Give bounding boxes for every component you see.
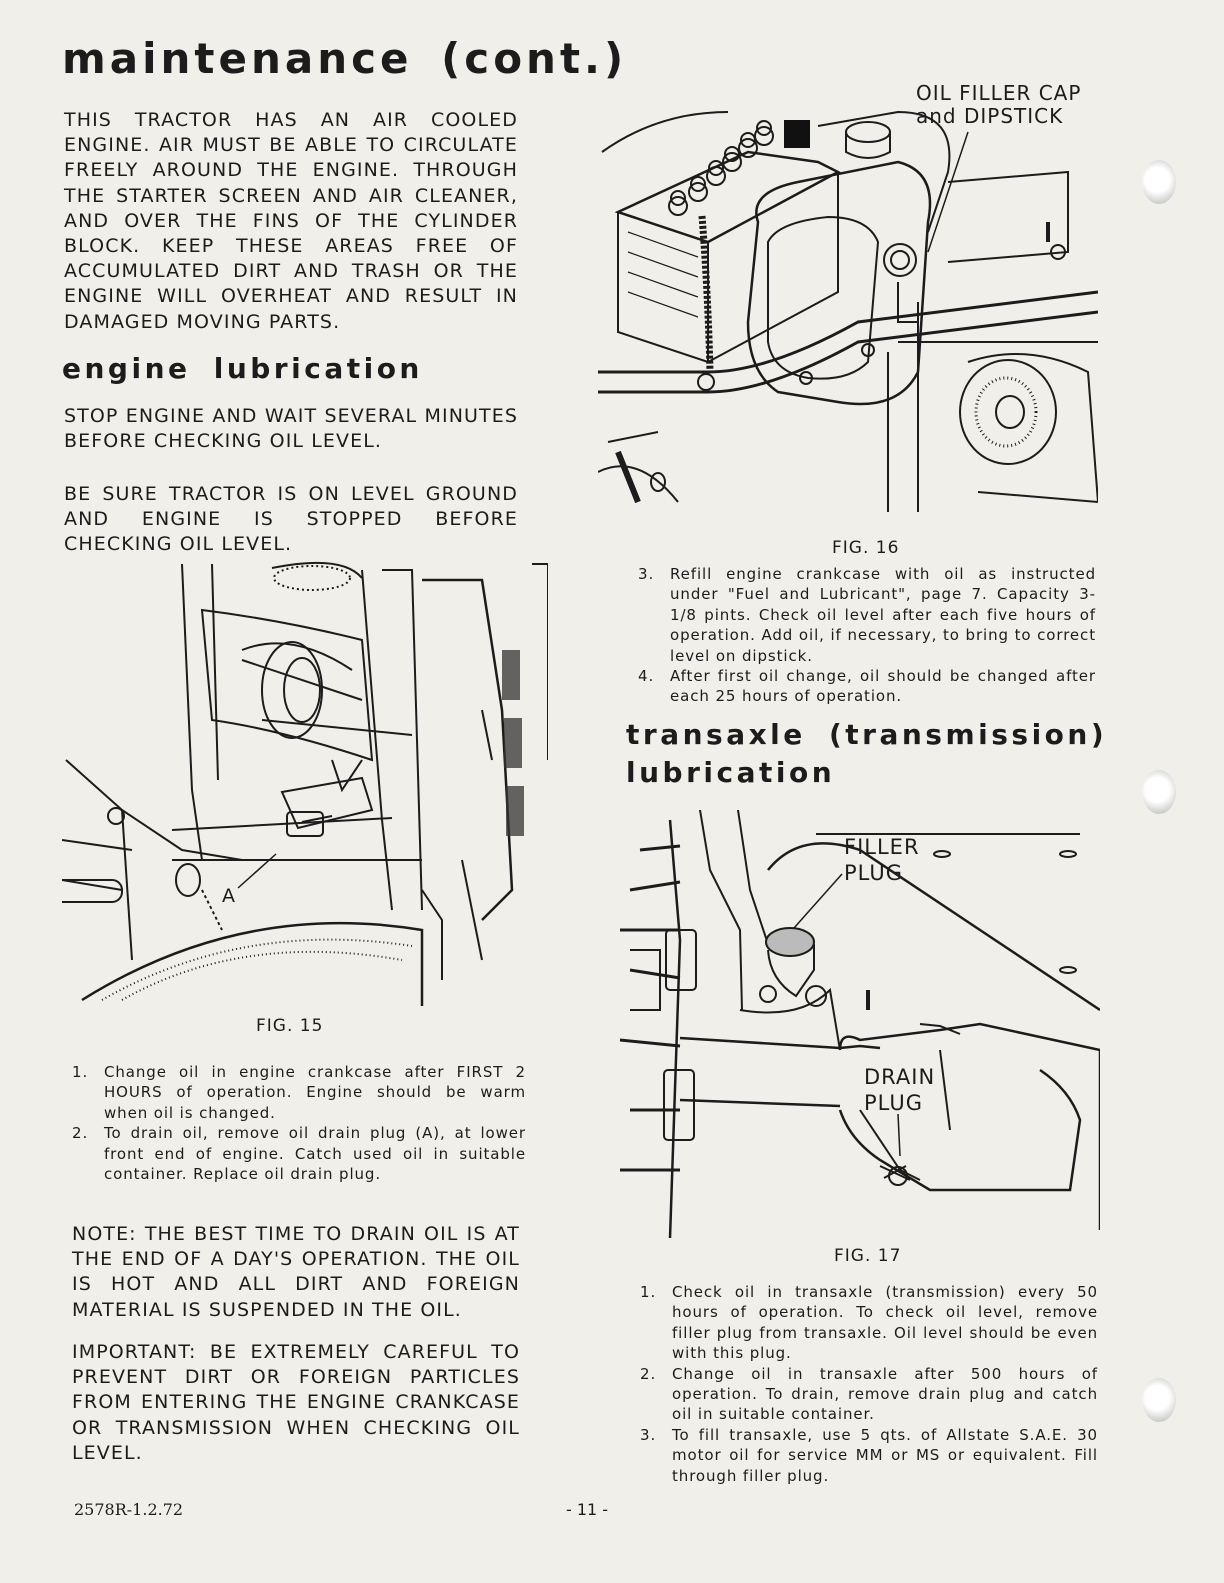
step-number: 4.	[638, 667, 655, 686]
fig17-drain-line1: DRAIN	[864, 1065, 936, 1089]
step-text: To fill transaxle, use 5 qts. of Allstate S.A.E. 30 motor oil for service MM or MS or equivalent. Fill through filler plug.	[672, 1425, 1098, 1485]
figure-15-caption: FIG. 15	[256, 1016, 324, 1036]
note-paragraph	[72, 1222, 520, 1323]
engine-para-2	[64, 482, 518, 558]
step-text: After first oil change, oil should be changed after each 25 hours of operation.	[670, 667, 1096, 706]
fig16-label-line2: and DIPSTICK	[916, 104, 1064, 128]
binder-hole-top	[1142, 160, 1176, 204]
step-number: 3.	[638, 565, 655, 583]
step-text: To drain oil, remove oil drain plug (A), at lower front end of engine. Catch used oil in suitable container. Replace oil drain plug.	[104, 1124, 526, 1184]
transaxle-heading-line1: transaxle (transmission)	[626, 718, 1108, 751]
fig16-label-line1: OIL FILLER CAP	[916, 81, 1082, 105]
figure-17-caption: FIG. 17	[834, 1246, 902, 1266]
fig15-label-a: A	[222, 885, 235, 907]
step-text: Refill engine crankcase with oil as instructed under "Fuel and Lubricant", page 7. Capacity 3-1/8 pints. Check oil level after each five hours of operation. Add oil, if necessary, to bring to correct level on dipstick.	[670, 565, 1096, 665]
intro-text: THIS TRACTOR HAS AN AIR COOLED ENGINE. AIR MUST BE ABLE TO CIRCULATE FREELY AROUND THE ENGINE. THROUGH THE STARTER SCREEN AND AIR CLEANER, AND OVER THE FINS OF THE CYLINDER BLOCK. KEEP THESE AREAS FREE OF ACCUMULATED DIRT AND TRASH OR THE ENGINE WILL OVERHEAT AND RESULT IN DAMAGED MOVING PARTS.	[64, 109, 518, 333]
fig17-filler-line1: FILLER	[844, 835, 920, 859]
list-item	[640, 1364, 1098, 1425]
step-number: 2.	[640, 1364, 657, 1383]
fig17-drain-line2: PLUG	[864, 1091, 923, 1115]
intro-paragraph	[64, 108, 518, 335]
transaxle-heading	[626, 716, 1107, 792]
step-number: 2.	[72, 1124, 89, 1143]
engine-para-1	[64, 404, 518, 454]
list-item	[72, 1123, 526, 1184]
page-title: maintenance (cont.)	[62, 34, 628, 83]
list-item	[638, 564, 1096, 666]
figure-16-caption: FIG. 16	[832, 538, 900, 558]
engine-steps-list	[72, 1062, 526, 1184]
transaxle-steps-list	[640, 1282, 1098, 1486]
step-text: Check oil in transaxle (transmission) every 50 hours of operation. To check oil level, remove filler plug from transaxle. Oil level should be even with this plug.	[672, 1283, 1098, 1363]
page-number: - 11 -	[566, 1500, 609, 1519]
engine-para-1-text: STOP ENGINE AND WAIT SEVERAL MINUTES BEFORE CHECKING OIL LEVEL.	[64, 405, 518, 453]
engine-para-2-text: BE SURE TRACTOR IS ON LEVEL GROUND AND ENGINE IS STOPPED BEFORE CHECKING OIL LEVEL.	[64, 483, 518, 556]
step-text: Change oil in transaxle after 500 hours of operation. To drain, remove drain plug and catch oil in suitable container.	[672, 1364, 1098, 1424]
figure-17-transaxle-plugs	[600, 810, 1100, 1238]
document-code: 2578R-1.2.72	[74, 1500, 184, 1519]
fig17-filler-line2: PLUG	[844, 861, 903, 885]
step-number: 1.	[640, 1283, 657, 1301]
list-item	[640, 1425, 1098, 1486]
figure-16-oil-filler-cap	[598, 72, 1098, 532]
engine-lubrication-heading: engine lubrication	[62, 352, 423, 385]
list-item	[638, 666, 1096, 707]
binder-hole-middle	[1142, 770, 1176, 814]
list-item	[640, 1282, 1098, 1364]
binder-hole-bottom	[1142, 1378, 1176, 1422]
transaxle-heading-line2: lubrication	[626, 755, 836, 789]
figure-15-engine-drain-plug	[62, 560, 548, 1006]
step-number: 1.	[72, 1063, 89, 1081]
step-number: 3.	[640, 1425, 657, 1444]
note-text: NOTE: THE BEST TIME TO DRAIN OIL IS AT THE END OF A DAY'S OPERATION. THE OIL IS HOT AND ALL DIRT AND FOREIGN MATERIAL IS SUSPENDED IN THE OIL.	[72, 1223, 520, 1321]
important-paragraph	[72, 1340, 520, 1466]
list-item	[72, 1062, 526, 1123]
fig16-steps-list	[638, 564, 1096, 707]
important-text: IMPORTANT: BE EXTREMELY CAREFUL TO PREVENT DIRT OR FOREIGN PARTICLES FROM ENTERING THE ENGINE CRANKCASE OR TRANSMISSION WHEN CHECKING OIL LEVEL.	[72, 1341, 520, 1464]
step-text: Change oil in engine crankcase after FIRST 2 HOURS of operation. Engine should be warm when oil is changed.	[104, 1063, 526, 1122]
